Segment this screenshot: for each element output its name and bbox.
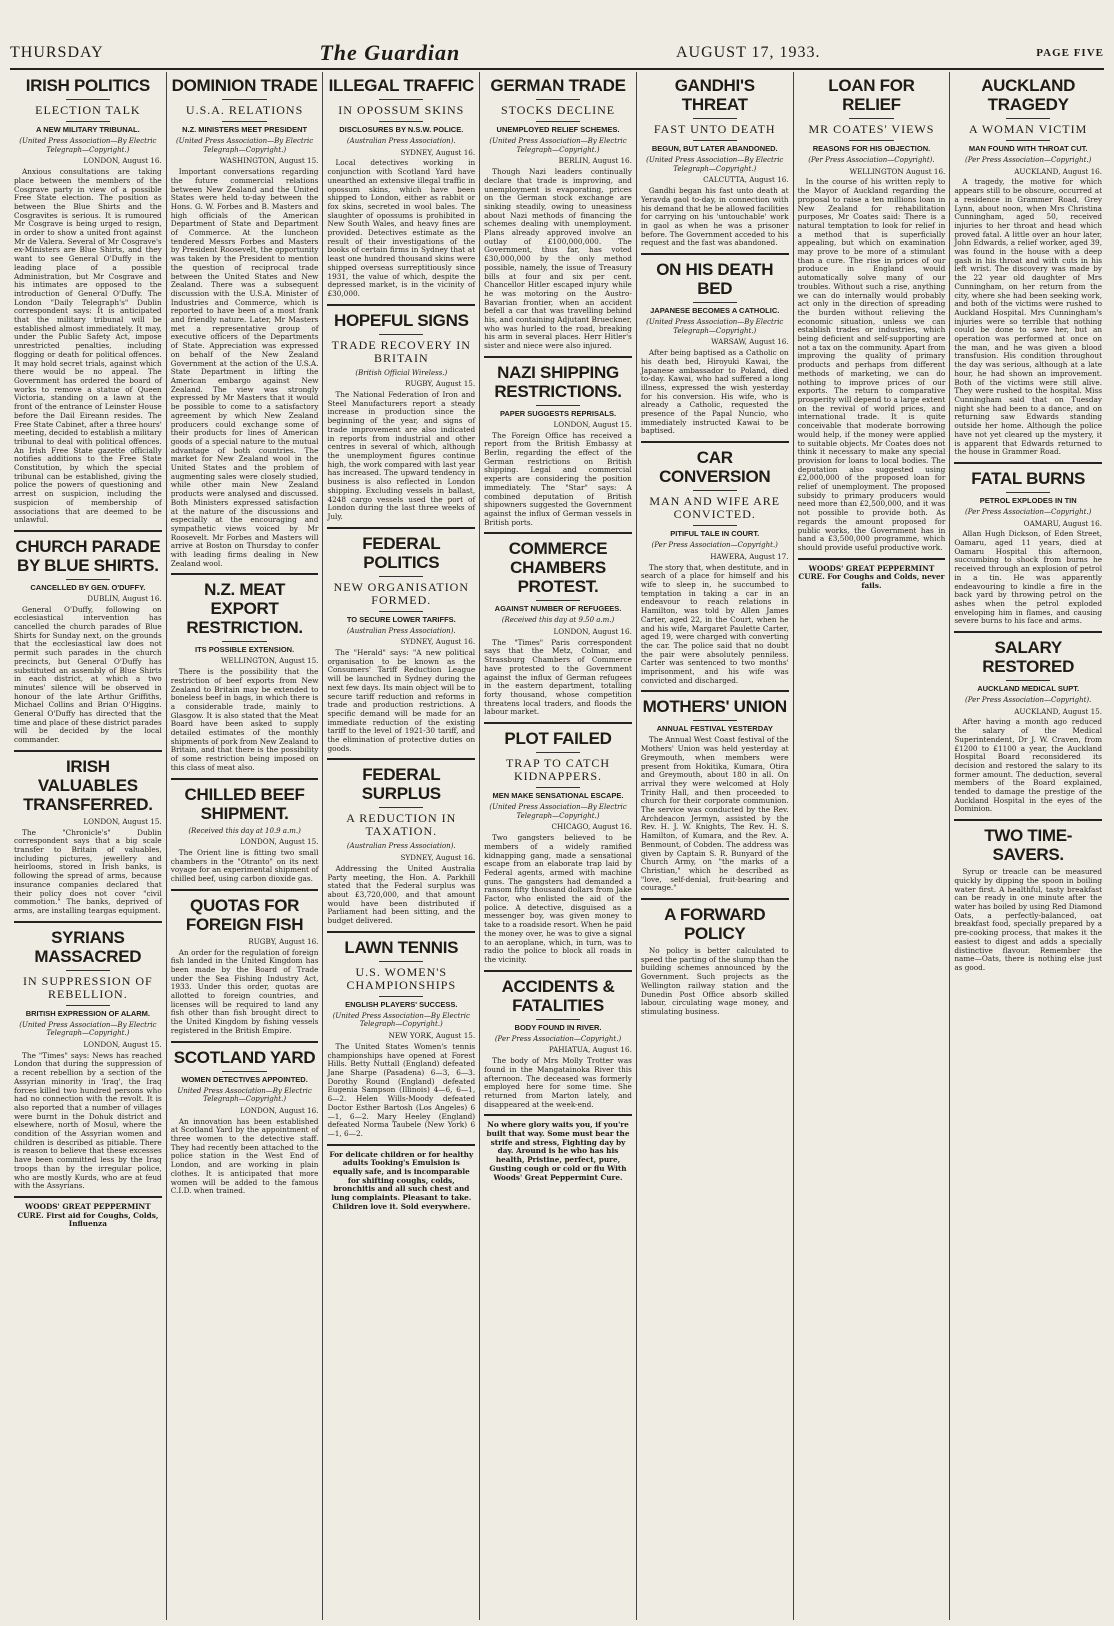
article-body (484, 432, 632, 528)
article-body (171, 949, 319, 1036)
article-headline: ACCIDENTS & FATALITIES (501, 976, 615, 1015)
headline-rule (379, 576, 423, 577)
article-dateline: OAMARU, August 16. (1023, 518, 1103, 528)
article (641, 898, 789, 1017)
article (798, 76, 946, 553)
column-6 (794, 72, 951, 1620)
article-divider (171, 778, 319, 780)
article-headline: PLOT FAILED (504, 729, 612, 749)
article (641, 441, 789, 685)
advertisement: For delicate children or for healthy adults Tooking's Emulsion is equally safe, and is incomparable for shifting coughs, colds, bronchitis and all such chest and lung complaints. Pleasant to take. Children love it. Sold everywhere. (329, 1149, 474, 1211)
article-dateline: HAWERA, August 17. (710, 551, 789, 561)
article-paragraph: The "Chronicle's" Dublin correspondent says that a big scale transfer to Britain of valuables, including pictures, jewellery and heirlooms, stored in Irish banks, is following the spread of arms, because insurance companies declared that their policy does not cover "civil commotion." The banks, deprived of arms, are installing teargas equipment. (14, 827, 162, 915)
deck-rule (379, 996, 423, 997)
article (171, 1041, 319, 1196)
article-deck: BODY FOUND IN RIVER. (514, 1022, 602, 1032)
article-body (327, 865, 475, 926)
article-deck: BRITISH EXPRESSION OF ALARM. (25, 1008, 151, 1018)
article-paragraph: The National Federation of Iron and Steel Manufacturers report a steady increase in production since the beginning of the year, and signs of trade improvement are also indicated in reports from industrial and other centres in several of which, although the unemployment figures continue high, the work compared with last year has increased. The upward tendency in business is also reflected in London shipping. Excluding vessels in ballast, 4248 cargo vessels used the port of London during the last three weeks of July. (327, 390, 476, 521)
article (954, 76, 1102, 457)
article-body (641, 736, 789, 893)
article-subhead: IN OPOSSUM SKINS (338, 103, 465, 117)
article-subhead: TRADE RECOVERY IN BRITAIN (331, 337, 471, 365)
article-dateline: SYDNEY, August 16. (400, 853, 476, 863)
article-headline: FEDERAL SURPLUS (361, 765, 441, 804)
article-headline: FATAL BURNS (971, 468, 1086, 488)
article-deck: MEN MAKE SENSATIONAL ESCAPE. (492, 791, 624, 801)
headline-rule (849, 118, 893, 119)
ad-divider (798, 558, 946, 560)
deck-rule (536, 405, 580, 406)
article-paragraph: A tragedy, the motive for which appears still to be obscure, occurred at a residence in Grammer Road, Grey Lynn, about noon, when Mrs Christina Cunningham, aged 50, received injuries to her throat and head which proved fatal. A little over an hour later, John Edwards, a relief worker, aged 39, was found in the house with a deep gash in his throat and with cuts in his left wrist. The discovery was made by the 22 year old daughter of Mrs Cunningham, on her return from the city, where she had been seeking work, and both of the victims were rushed to Auckland Hospital. Mrs Cunningham's injuries were so terrible that nothing could be done to save her, but an operation was performed at once on the man, and he was given a blood transfusion. His condition throughout the day was serious, although at a late hour, he had shown an improvement. Both of the victims were still alive. They were rushed to the hospital. Miss Cunningham said that on Tuesday night she had been to a dance, and on returning saw Edwards standing outside her home. Although the police have not yet cleared up the mystery, it is apparent that Edwards returned to the house in Grammer Road. (954, 177, 1103, 457)
article (484, 356, 632, 527)
article-body (327, 391, 475, 522)
article (14, 921, 162, 1191)
column-3 (323, 72, 480, 1620)
article-credit: (United Press Association—By Electric Telegraph—Copyright.) (646, 318, 784, 335)
article-body (327, 1043, 475, 1139)
article-divider (484, 722, 632, 724)
article (484, 722, 632, 965)
masthead-day: THURSDAY (10, 44, 104, 61)
article-body (327, 649, 475, 753)
article-divider (954, 462, 1102, 464)
article (171, 76, 319, 568)
masthead-date: AUGUST 17, 1933. (675, 44, 821, 61)
article-dateline: WELLINGTON, August 15. (220, 656, 319, 666)
article (954, 462, 1102, 626)
article-body (14, 829, 162, 916)
article-paragraph: Anxious consultations are taking place between the members of the Cosgrave party in view of a possible Free State election. The position as between the Blue Shirts and the Cosgravites is serious. It is rumoured Mr Cosgrave is being urged to resign, in order to show a united front against Mr de Valera. Several of Mr Cosgrave's ex-Ministers are Blue Shirts, and they want to see General O'Duffy in the leading place of a possible Administration, but Mr Cosgrave and his intimates are opposed to the introduction of General O'Duffy. The London "Daily Telegraph's" Dublin correspondent says: It is anticipated that the military tribunal will be established almost immediately. It may, under the Public Safety Act, impose unrestricted penalties, including flogging or death for political offences. It may hold secret trials, against which there would be no appeal. The Government has ordered the board of works to remove a statue of Queen Victoria, standing on a lawn at the front of the entrance of Leinster House before the Dail Eireann resides. The Free State Cabinet, after a three hours' meeting, decided to establish a military tribunal to deal with political offences. An Irish Free State gazette officially notifies additions to the Free State Constitution, by which the special tribunal can be established, giving the police the powers of questioning and arrest on suspicion, including the suspicion of membership of associations that are deemed to be unlawful. (14, 167, 162, 525)
article-paragraph: The Orient line is fitting two small chambers in the "Otranto" on its next voyage for an experimental shipment of chilled beef, using carbon dioxide gas. (170, 848, 319, 884)
column-7 (950, 72, 1106, 1620)
article-divider (171, 1041, 319, 1043)
article-deck: ANNUAL FESTIVAL YESTERDAY (656, 724, 773, 734)
article-dateline: BERLIN, August 16. (558, 156, 632, 166)
article-deck: A NEW MILITARY TRIBUNAL. (35, 125, 140, 134)
deck-rule (849, 140, 893, 141)
article-body (14, 1052, 162, 1191)
article-body (14, 606, 162, 745)
masthead-paper-title: The Guardian (319, 40, 461, 65)
headline-rule (379, 807, 423, 808)
article-subhead: STOCKS DECLINE (500, 103, 616, 117)
article-headline: SCOTLAND YARD (173, 1047, 316, 1067)
deck-rule (693, 302, 737, 303)
article-credit: (Per Press Association—Copyright). (964, 696, 1092, 705)
article (171, 889, 319, 1036)
article-divider (641, 253, 789, 255)
article-divider (641, 690, 789, 692)
article-dateline: WASHINGTON, August 15. (219, 156, 319, 166)
article-paragraph: Though Nazi leaders continually declare that trade is improving, and unemployment is evaporating, prices on the German stock exchange are sinking steadily, owing to uneasiness about Nazi methods of financing the schemes dealing with unemployment. Plans already approved involve an outlay of £100,000,000. The Government, thus far, has voted £30,000,000 by the only method possible, namely, the issue of Treasury bills at four and six per cent. Chancellor Hitler escaped injury while he was motoring on the Austro-Bavarian frontier, when an accident befell a car that was travelling behind his, and containing Adjutant Brueckner, who was hurled to the road, breaking his arm in several places. Herr Hitler's sister and niece were also injured. (484, 167, 632, 351)
article-credit: (United Press Association—By Electric Telegraph—Copyright.) (332, 1011, 470, 1029)
article-body (641, 349, 789, 436)
article-paragraph: Syrup or treacle can be measured quickly by dipping the spoon in boiling water first. A healthful, tasty breakfast can be ready in one minute after the water has boiled by using Red Diamond Oats, a perfectly-balanced, oat breakfast food, specially prepared by a pre-cooking process, that makes it the easiest to digest and adds a specially distinctive flavour. Remember the name—Oats, there is nothing else just as good. (954, 867, 1103, 972)
article-subhead: MAN AND WIFE ARE CONVICTED. (649, 494, 781, 522)
article-dateline: SYDNEY, August 16. (400, 147, 476, 157)
article-deck: CANCELLED BY GEN. O'DUFFY. (30, 582, 146, 592)
article-deck: WOMEN DETECTIVES APPOINTED. (181, 1074, 308, 1084)
headline-rule (693, 118, 737, 119)
article-deck: N.Z. MINISTERS MEET PRESIDENT (182, 125, 308, 134)
deck-rule (66, 579, 110, 580)
article-deck: DISCLOSURES BY N.S.W. POLICE. (339, 125, 464, 134)
article (327, 758, 475, 925)
article (954, 631, 1102, 814)
article-body (171, 1118, 319, 1196)
article-dateline: LONDON, August 15. (83, 816, 162, 826)
article-deck: AGAINST NUMBER OF REFUGEES. (494, 604, 622, 614)
article-dateline: LONDON, August 15. (553, 419, 632, 429)
article-credit: (United Press Association—By Electric Telegraph—Copyright.) (175, 137, 314, 154)
article-deck: PITIFUL TALE IN COURT. (670, 529, 760, 539)
deck-rule (379, 121, 423, 122)
article-deck: MAN FOUND WITH THROAT CUT. (968, 144, 1088, 153)
article-divider (327, 758, 475, 760)
article-deck: REASONS FOR HIS OBJECTION. (812, 144, 931, 153)
article-headline: COMMERCE CHAMBERS PROTEST. (508, 539, 608, 597)
article-headline: CAR CONVERSION (659, 448, 771, 487)
deck-rule (536, 600, 580, 601)
article-subhead: ELECTION TALK (35, 103, 141, 117)
article (14, 76, 162, 525)
deck-rule (693, 140, 737, 141)
article-deck: PAPER SUGGESTS REPRISALS. (499, 408, 617, 418)
article-divider (954, 631, 1102, 633)
masthead-page-number: PAGE FIVE (1036, 47, 1104, 59)
article-credit: (Australian Press Association). (346, 137, 456, 145)
article-divider (641, 898, 789, 900)
headline-rule (536, 99, 580, 100)
advertisement: WOODS' GREAT PEPPERMINT CURE. First aid for Coughs, Colds, Influenza (17, 1201, 159, 1229)
article (327, 527, 475, 754)
article-paragraph: After being baptised as a Catholic on his death bed, Hiroyuki Kawai, the Japanese ambassador to Poland, died to-day. Kawai, who had suffered a long illness, expressed the wish yesterday for his conversion. His wife, who is already a Catholic, requested the presence of the Papal Nuncio, who immediately instructed Kawai to be baptised. (640, 348, 789, 436)
article-credit: (Received this day at 10.9 a.m.) (188, 826, 301, 835)
advertisement: No where glory waits you, if you're built that way. Some must bear the strife and stress, Fighting day by day. Around is he who has his health, Pristine, perfect, pure, Gusting cough or cold or flu With Woods' Great Peppermint Cure. (486, 1120, 630, 1182)
article (484, 970, 632, 1110)
article-headline: N.Z. MEAT EXPORT RESTRICTION. (186, 580, 303, 638)
deck-rule (693, 525, 737, 526)
article-divider (14, 530, 162, 532)
article (327, 304, 475, 522)
article-dateline: WELLINGTON August 16. (849, 166, 946, 176)
article-headline: SALARY RESTORED (982, 638, 1075, 677)
article-dateline: DUBLIN, August 16. (87, 593, 162, 603)
article-divider (484, 532, 632, 534)
article-credit: (Received this day at 9.50 a.m.) (501, 616, 615, 625)
deck-rule (1006, 680, 1050, 681)
article-paragraph: Addressing the United Australia Party meeting, the Hon. A. Parkhill stated that the Federal surplus was about £3,720,000, and that amount would have been distributed if Parliament had been sitting, and the budget delivered. (327, 863, 476, 926)
article-dateline: LONDON, August 15. (83, 1040, 162, 1050)
article (171, 573, 319, 772)
article-headline: CHURCH PARADE BY BLUE SHIRTS. (15, 536, 161, 575)
article-deck: ENGLISH PLAYERS' SUCCESS. (345, 999, 458, 1009)
headline-rule (693, 490, 737, 491)
article-headline: TWO TIME-SAVERS. (984, 826, 1073, 865)
column-4 (480, 72, 637, 1620)
article-credit: (United Press Association—By Electric Telegraph—Copyright.) (646, 156, 784, 173)
article-paragraph: The story that, when destitute, and in search of a place for himself and his wife to sleep in, he succumbed to temptation in taking a car in an endeavour to reach relations in Hamilton, was told by Allen James Carter, aged 22, in the Court, when he and his wife, Margaret Paulette Carter, aged 19, were charged with converting the car. The police said that no doubt the pair were absolutely penniless. Carter was sentenced to two months' imprisonment, and his wife was convicted and discharged. (640, 562, 789, 685)
article-credit: (Per Press Association—Copyright.) (651, 541, 778, 550)
article-body (798, 178, 946, 552)
article-divider (14, 921, 162, 923)
article (171, 778, 319, 884)
article-headline: AUCKLAND TRAGEDY (981, 76, 1076, 114)
article-credit: (Australian Press Association). (346, 626, 456, 635)
article (954, 819, 1102, 972)
advertisement: WOODS' GREAT PEPPERMINT CURE. For Coughs and Colds, never fails. (798, 563, 945, 591)
article (641, 76, 789, 248)
article-headline: ON HIS DEATH BED (656, 260, 774, 299)
article-dateline: WARSAW, August 16. (711, 337, 789, 347)
headline-rule (1006, 118, 1050, 119)
article-dateline: LONDON, August 16. (240, 1105, 319, 1115)
deck-rule (536, 1019, 580, 1020)
deck-rule (222, 1071, 266, 1072)
article-headline: DOMINION TRADE (171, 76, 318, 95)
article-deck: AUCKLAND MEDICAL SUPT. (977, 684, 1080, 694)
article-deck: UNEMPLOYED RELIEF SCHEMES. (496, 125, 620, 134)
headline-rule (222, 99, 266, 100)
deck-rule (222, 641, 266, 642)
article-dateline: LONDON, August 15. (240, 837, 319, 847)
article-body (327, 159, 475, 298)
article-headline: QUOTAS FOR FOREIGN FISH (185, 895, 304, 934)
article (641, 253, 789, 436)
article-body (954, 530, 1102, 626)
article-divider (954, 819, 1102, 821)
article-paragraph: The Annual West Coast festival of the Mothers' Union was held yesterday at Greymouth, when members were present from Hokitika, Kumara, Otira and Greymouth, about 180 in all. On arrival they were welcomed at Holy Trinity Hall, and then proceeded to church for their corporate communion. The service was conducted by the Rev. Archdeacon Jermyn, assisted by the Rev. H. J. W. Knights, The Rev. H. S. Hamilton, of Kumara, and the Rev. A. Benmount, of Cobden. The address was given by Captain S. R. Bunyard of the Church Army, on "the marks of a Christian," which he described as "love, self-denial, fruit-bearing and courage." (640, 735, 789, 893)
article-headline: GANDHI'S THREAT (674, 76, 755, 114)
article-credit: (United Press Association—By Electric Telegraph—Copyright.) (19, 137, 157, 154)
article-subhead: U.S.A. RELATIONS (185, 103, 304, 117)
article-paragraph: Two gangsters believed to be members of a widely ramified kidnapping gang, made a sensational escape from an elaborate trap laid by Federal agents, armed with machine guns. The gangsters had demanded a ransom fifty thousand dollars from Jake Factor, who enlisted the aid of the police. A detective, disguised as a messenger boy, was given money to take to a roadside resort. When he paid the money over, he was to give a signal to an aeroplane, which, in turn, was to radio the police to block all roads in the vicinity. (484, 833, 632, 964)
article-headline: LOAN FOR RELIEF (828, 76, 915, 114)
article-deck: ITS POSSIBLE EXTENSION. (194, 645, 295, 655)
article-subhead: NEW ORGANISATION FORMED. (333, 579, 470, 607)
article-body (954, 178, 1102, 457)
article-body (484, 168, 632, 351)
article-paragraph: Allan Hugh Dickson, of Eden Street, Oamaru, aged 11 years, died at Oamaru Hospital this afternoon, succumbing to shock from burns he received through an explosion of petrol in a tin. He was apparently endeavouring to kindle a fire in the back yard by throwing petrol on the ashes when the petrol exploded enveloping him in flames, and causing severe burns to his face and arms. (954, 529, 1103, 626)
article-dateline: SYDNEY, August 16. (400, 637, 476, 647)
headline-rule (536, 752, 580, 753)
article-credit: (Per Press Association—Copyright.) (964, 156, 1092, 164)
article-credit: (United Press Association—By Electric Telegraph—Copyright.) (19, 1020, 157, 1038)
article-divider (641, 441, 789, 443)
headline-rule (66, 99, 110, 100)
article-credit: (Australian Press Association). (346, 842, 456, 851)
article-body (954, 868, 1102, 972)
article-credit: (Per Press Association—Copyright.) (494, 1034, 622, 1043)
article-body (484, 834, 632, 965)
article-headline: CHILLED BEEF SHIPMENT. (184, 784, 305, 823)
deck-rule (222, 121, 266, 122)
article-credit: (Per Press Association—Copyright). (808, 156, 935, 164)
article-dateline: LONDON, August 16. (553, 627, 632, 637)
deck-rule (379, 611, 423, 612)
headline-rule (379, 334, 423, 335)
deck-rule (1006, 492, 1050, 493)
article-body (14, 168, 162, 525)
deck-rule (66, 121, 110, 122)
article-paragraph: In the course of his written reply to the Mayor of Auckland regarding the proposal to raise a ten millions loan in New Zealand for rehabilitation purposes, Mr Coates said: There is a natural temptation to look for relief in a method that is superficially appealing, but which on examination may prove to be more of a stimulant than a cure. The rise in prices of our produce in England would automatically solve many of our troubles. Without such a rise, anything we can do internally would probably act only in the direction of spreading the burden without relieving the economic situation, unless we can establish trades or industries, which being deficient and self-supporting are not a tax on the community. Apart from improving the quality of primary products and perhaps from different methods of marketing, we can do nothing to improve prices of our exports. The return to comparative prosperity will depend to a large extent on the revival of world prices, and international trade. It is quite conceivable that moderate borrowing would help, if the money were applied to suitable objects. Mr Coates does not think it necessary to make any special provision for loans to local bodies. The deputation also suggested using £2,000,000 of the proposed loan for relief of unemployment. The proposed subsidy to primary producers would need more than £2,500,000, and it was not possible to provide both. As regards the amount proposed for public works, the Government has in hand a £3,500,000 programme, which should provide useful productive work. (797, 177, 946, 552)
article-dateline: CALCUTTA, August 16. (703, 175, 789, 185)
article-dateline: RUGBY, August 15. (405, 379, 476, 389)
article-dateline: PAHIATUA, August 16. (548, 1045, 632, 1055)
article-divider (171, 573, 319, 575)
ad-divider (484, 1114, 632, 1116)
article-paragraph: No policy is better calculated to speed the parting of the slump than the building schemes announced by the Government. Such projects as the Wellington railway station and the Dunedin Post Office absorb skilled labour, circulating wage money, and stimulating business. (640, 946, 789, 1016)
article-dateline: NEW YORK, August 15. (388, 1031, 476, 1041)
article-headline: IRISH VALUABLES TRANSFERRED. (23, 756, 153, 814)
headline-rule (379, 961, 423, 962)
article-body (171, 668, 319, 772)
article-body (641, 947, 789, 1017)
article-paragraph: The "Times" says: News has reached London that during the suppression of a recent rebellion by a section of the Assyrian minority in 'Iraq', the Iraq forces killed two hundred persons who had no connection with the revolt. It is also reported that a number of villages were burnt in the Dohuk district and elsewhere, north of Mosul, where the condition of the Assyrian women and children is described as pitiable. There is reason to believe that these excesses have been committed less by the Iraq troops than by the irregular police, who are mostly Kurds, who are at feud with the Assyrians. (14, 1050, 162, 1191)
article-subhead: TRAP TO CATCH KIDNAPPERS. (505, 756, 611, 784)
headline-rule (379, 99, 423, 100)
article-paragraph: General O'Duffy, following on ecclesiastical intervention has cancelled the church parades of Blue Shirts for Sunday next, on the grounds that the ecclesiastical law does not permit such parades in the church precincts, but General O'Duffy has substituted an assembly of Blue Shirts in each district, at which a two minutes' silence will be observed in honour of the late Arthur Griffiths, Michael Collins and Brian O'Higgins. General O'Duffy has directed that the time and place of these district parades will be decided by the local commander. (14, 604, 162, 745)
article-paragraph: An innovation has been established at Scotland Yard by the appointment of three women to the detective staff. They had recently been attached to the police station in the West End of London, and are working in plain clothes. It is anticipated that more women will be added to the famous C.I.D. when trained. (170, 1116, 319, 1196)
article-credit: (United Press Association—By Electric Telegraph—Copyright.) (489, 137, 627, 154)
article-headline: HOPEFUL SIGNS (333, 310, 469, 330)
article (327, 931, 475, 1139)
article-deck: TO SECURE LOWER TARIFFS. (346, 614, 456, 624)
deck-rule (1006, 140, 1050, 141)
article-paragraph: The "Times" Paris correspondent says that the Metz, Colmar, and Strassburg Chambers of Commerce have protested to the Government against the influx of German refugees in the eastern department, totalling forty thousand, whose competition threatens local traders, and floods the labour market. (484, 637, 632, 717)
article-subhead: U.S. WOMEN'S CHAMPIONSHIPS (346, 964, 457, 992)
deck-rule (536, 787, 580, 788)
article (327, 76, 475, 299)
article-headline: IRISH POLITICS (25, 76, 150, 95)
article-headline: NAZI SHIPPING RESTRICTIONS. (494, 362, 622, 401)
article-dateline: LONDON, August 16. (83, 156, 162, 166)
article-divider (327, 304, 475, 306)
article-body (641, 564, 789, 686)
article-headline: ILLEGAL TRAFFIC (328, 76, 474, 95)
article-paragraph: Important conversations regarding the future commercial relations between New Zealand and the United States were held to-day between the Hons. G. W. Forbes and B. Masters and high officials of the American Department of State and Department of Commerce. At the luncheon tendered Messrs Forbes and Masters by President Roosevelt, the opportunity was taken by the President to mention the question of reciprocal trade between the United States and New Zealand. There was a subsequent discussion with the U.S.A. Minister of Industries and Commerce, which is reported to have been of a most frank and friendly nature. Later, Mr Masters met a representative group of executive officers of the Departments of State. Appreciation was expressed on behalf of the New Zealand Government at the action of the U.S.A. State Department in lifting the American embargo against New Zealand. The view was strongly expressed by Mr Masters that it would be possible to come to a satisfactory agreement by which New Zealand producers could exchange some of their products for lines of American goods of a special nature to the mutual advantage of both countries. The market for New Zealand wool in the United States and the problem of augmenting sales were closely studied, while other main New Zealand products were analysed and discussed. Both Ministers expressed satisfaction at the nature of the discussions and especially at the encouraging and sympathetic views voiced by Mr Roosevelt. Mr Forbes and Masters will arrive at Boston on Thursday to confer with leading firms dealing in New Zealand wool. (170, 167, 319, 568)
article-divider (484, 970, 632, 972)
article-body (171, 168, 319, 568)
article-divider (171, 889, 319, 891)
article-divider (327, 931, 475, 933)
article-deck: BEGUN, BUT LATER ABANDONED. (651, 144, 778, 153)
article-paragraph: The United States Women's tennis championships have opened at Forest Hills. Betty Nuttall (England) defeated Jane Sharpe (Pasadena) 6—3, 6—3. Dorothy Round (England) defeated Eugenia Sampson (Illinois) 4—6, 6—1, 6—2. Helen Wills-Moody defeated Doctor Esther Bartosh (Los Angeles) 6—1, 6—2. Mary Heeley (England) defeated Norma Taubele (New York) 6—1, 6—2. (327, 1041, 476, 1138)
article-paragraph: After having a month ago reduced the salary of the Medical Superintendent, Dr J. W. Craven, from £1200 to £1100 a year, the Auckland Hospital Board reconsidered its decision and restored the salary to its former amount. The deduction, several members of the Board explained, tended to damage the prestige of the Auckland Hospital in the eyes of the Dominion. (954, 717, 1103, 814)
article-headline: LAWN TENNIS (344, 937, 459, 957)
article-subhead: MR COATES' VIEWS (808, 122, 935, 136)
headline-rule (66, 970, 110, 971)
article-subhead: FAST UNTO DEATH (653, 122, 776, 136)
article-subhead: A REDUCTION IN TAXATION. (346, 811, 457, 839)
article-dateline: CHICAGO, August 16. (551, 822, 632, 832)
article (484, 76, 632, 351)
article-deck: PETROL EXPLODES IN TIN (979, 495, 1077, 505)
column-2 (167, 72, 324, 1620)
article-dateline: AUCKLAND, August 16. (1014, 166, 1103, 176)
article-paragraph: An order for the regulation of foreign fish landed in the United Kingdom has been made by the Board of Trade under the Sea Fishing Industry Act, 1933. Under this order, quotas are allotted to foreign countries, and licenses will be required to land any fish other than fish brought direct to the United Kingdom by fishing vessels registered in the British Empire. (170, 947, 319, 1035)
article-dateline: AUCKLAND, August 15. (1014, 706, 1103, 716)
article-divider (484, 356, 632, 358)
article-headline: FEDERAL POLITICS (362, 533, 441, 572)
deck-rule (536, 121, 580, 122)
article-credit: United Press Association—By Electric Telegraph—Copyright.) (177, 1086, 312, 1104)
article-paragraph: Gandhi began his fast unto death at Yeravda gaol to-day, in connection with his demand that he be allowed facilities for carrying on his 'untouchable' work in gaol as when he was a prisoner before. The Government acceded to his request and the fast was abandoned. (640, 186, 789, 248)
article-headline: GERMAN TRADE (490, 76, 626, 95)
ad-divider (327, 1144, 475, 1146)
article-headline: MOTHERS' UNION (642, 697, 787, 717)
column-1 (10, 72, 167, 1620)
article-body (954, 718, 1102, 814)
article (14, 750, 162, 916)
article-divider (327, 527, 475, 529)
article-body (171, 849, 319, 884)
article-headline: SYRIANS MASSACRED (34, 927, 142, 966)
ad-divider (14, 1196, 162, 1198)
article-body (484, 639, 632, 717)
article (484, 532, 632, 717)
article-paragraph: The "Herald" says: "A new political organisation to be known as the Consumers' Tariff Reduction League will be launched in Sydney during the next few days. Its main object will be to secure tariff reduction and reforms in trade and production restrictions. A specific demand will be made for an immediate reduction of the existing tariff to the level of 1921-30 tariff, and the elimination of protective duties on goods. (327, 648, 476, 753)
article-paragraph: Local detectives working in conjunction with Scotland Yard have unearthed an extensive illegal traffic in opossum skins, which have been shipped to London, either as rabbit or fox skins, secreted in wool bales. The slaughter of opossums is prohibited in New South Wales, and heavy fines are provided. Detectives estimate as the result of their investigations of the books of certain firms in Sydney that at least one hundred thousand skins were shipped overseas surreptitiously since 1931, the value of which, despite the depressed market, is in the vicinity of £30,000. (327, 158, 476, 298)
article-subhead: IN SUPPRESSION OF REBELLION. (23, 973, 153, 1001)
article-deck: JAPANESE BECOMES A CATHOLIC. (650, 306, 780, 316)
deck-rule (66, 1005, 110, 1006)
article-dateline: RUGBY, August 16. (248, 936, 319, 946)
article-paragraph: There is the possibility that the restriction of beef exports from New Zealand to Britain may be extended to boneless beef in bags, in which there is a considerable trade, mainly to Glasgow. It is also stated that the Meat Board have been asked to supply detailed estimates of the monthly shipments of pork from New Zealand to Britain, and that there is the possibility of some restriction being imposed on this class of meat also. (170, 667, 319, 772)
article-body (484, 1057, 632, 1109)
article-divider (14, 750, 162, 752)
article-paragraph: The Foreign Office has received a report from the British Embassy at Berlin, regarding the effect of the German restrictions on British shipping. Legal and commercial experts are considering the position immediately. The "Star" says: A combined deputation of British shipowners suggested the Government against the influx of German vessels in British ports. (484, 430, 632, 527)
columns-container (10, 72, 1106, 1620)
article-subhead: A WOMAN VICTIM (969, 122, 1088, 136)
article-credit: (British Official Wireless.) (355, 368, 448, 377)
article-paragraph: The body of Mrs Molly Trotter was found in the Mangatainoka River this afternoon. The deceased was formerly employed here for some time. She returned from Marton lately, and disappeared at the week-end. (484, 1056, 632, 1109)
article (14, 530, 162, 745)
article-credit: (Per Press Association—Copyright.) (964, 507, 1092, 516)
article-body (641, 187, 789, 248)
article-headline: A FORWARD POLICY (664, 905, 766, 944)
column-5 (637, 72, 794, 1620)
deck-rule (693, 720, 737, 721)
article-credit: (United Press Association—By Electric Telegraph—Copyright.) (489, 803, 627, 820)
article (641, 690, 789, 893)
masthead (10, 38, 1104, 70)
